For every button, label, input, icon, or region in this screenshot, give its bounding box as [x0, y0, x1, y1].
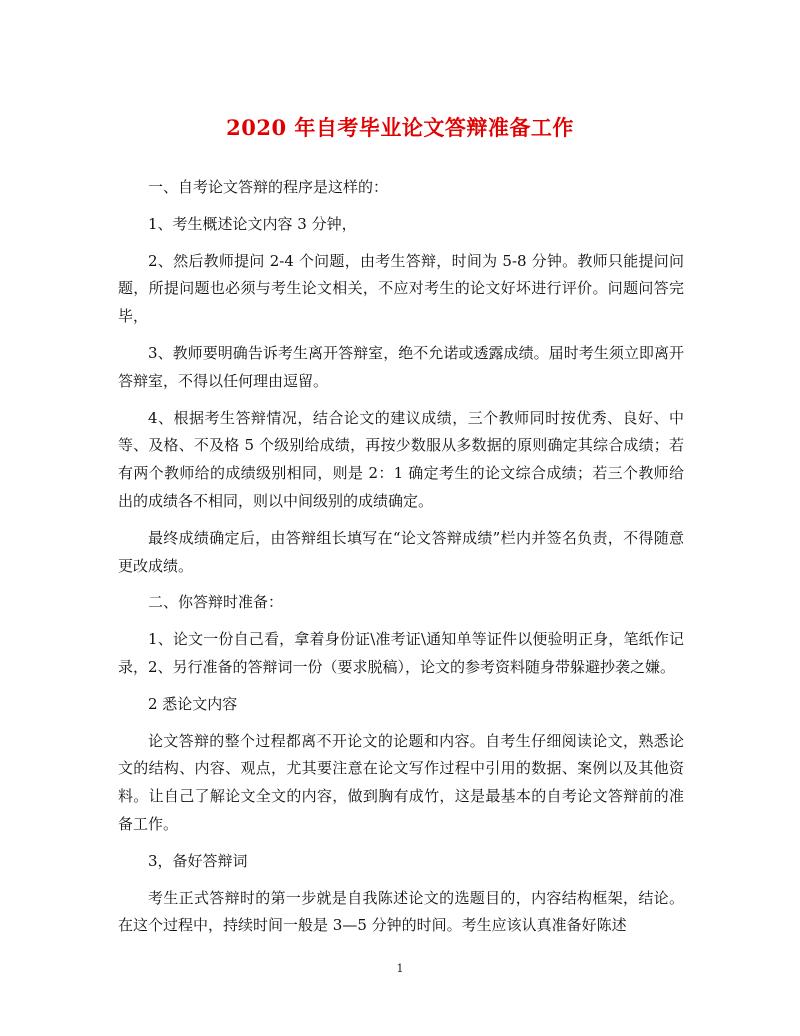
paragraph-speech-body: 考生正式答辩时的第一步就是自我陈述论文的选题目的，内容结构框架，结论。在这个过程中，持续时间一般是 3—5 分钟的时间。考生应该认真准备好陈述: [118, 888, 684, 935]
document-body: [118, 174, 684, 949]
paragraph-final-grade: 最终成绩确定后，由答辩组长填写在“论文答辩成绩”栏内并签名负责，不得随意更改成绩。: [118, 528, 684, 575]
paragraph-familiarize-body: 论文答辩的整个过程都离不开论文的论题和内容。自考生仔细阅读论文，熟悉论文的结构、内容、观点，尤其要注意在论文写作过程中引用的数据、案例以及其他资料。让自己了解论文全文的内容，做到胸有成竹，这是最基本的自考论文答辩前的准备工作。: [118, 731, 684, 833]
page-number: 1: [396, 962, 404, 975]
paragraph-step-3: 3、教师要明确告诉考生离开答辩室，绝不允诺或透露成绩。届时考生须立即离开答辩室，不得以任何理由逗留。: [118, 343, 684, 390]
paragraph-step-4: 4、根据考生答辩情况，结合论文的建议成绩，三个教师同时按优秀、良好、中等、及格、不及格 5 个级别给成绩，再按少数服从多数据的原则确定其综合成绩；若有两个教师给的成绩级别相同，则是 2：1 确定考生的论文综合成绩；若三个教师给出的成绩各不相同，则以中间级别的成绩确定。: [118, 408, 684, 510]
paragraph-step-2: 2、然后教师提问 2-4 个问题，由考生答辩，时间为 5-8 分钟。教师只能提问问题，所提问题也必须与考生论文相关，不应对考生的论文好坏进行评价。问题问答完毕，: [118, 251, 684, 326]
paragraph-preparation-heading: 二、你答辩时准备：: [148, 593, 284, 612]
paragraph-familiarize-heading: 2 悉论文内容: [148, 694, 238, 713]
paragraph-speech-heading: 3，备好答辩词: [148, 851, 248, 870]
paragraph-preparation-1: 1、论文一份自己看，拿着身份证\准考证\通知单等证件以便验明正身，笔纸作记录，2、另行准备的答辩词一份（要求脱稿），论文的参考资料随身带躲避抄袭之嫌。: [118, 630, 684, 676]
paragraph-step-1: 1、考生概述论文内容 3 分钟，: [148, 214, 357, 233]
document-title: 2020 年自考毕业论文答辩准备工作: [226, 115, 574, 140]
paragraph-procedure-heading: 一、自考论文答辩的程序是这样的：: [148, 178, 389, 196]
